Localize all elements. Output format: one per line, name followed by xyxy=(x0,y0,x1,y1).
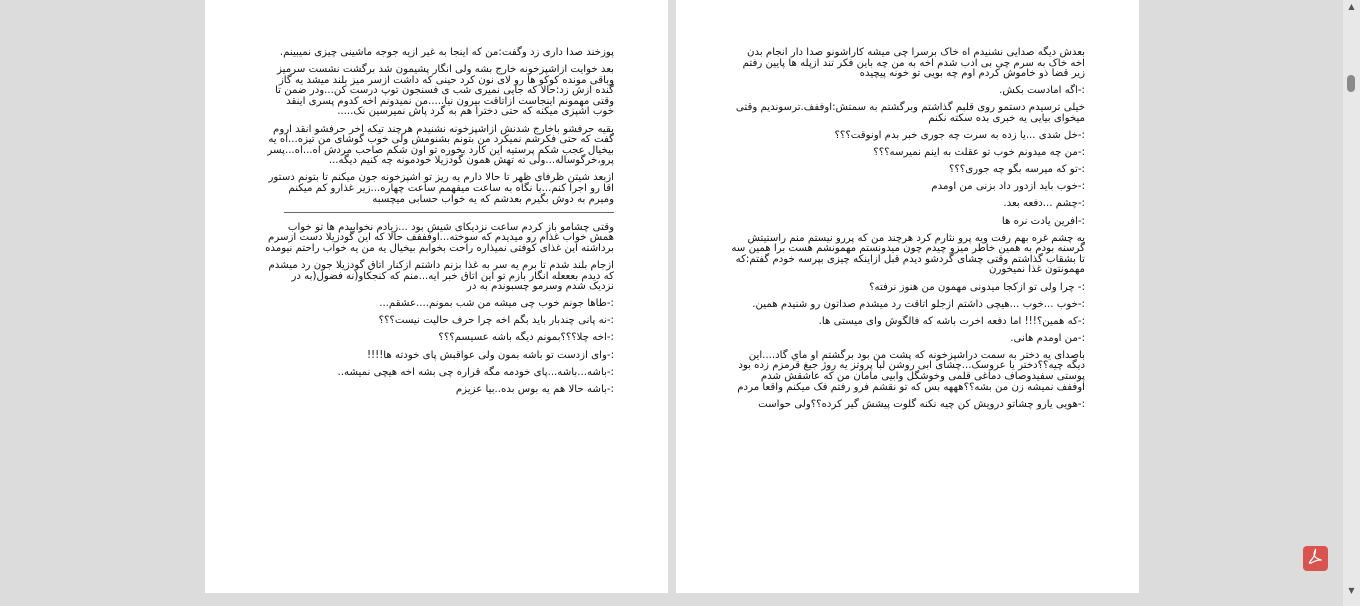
paragraph: :-طاها جونم خوب چی میشه من شب بمونم....عشقم... xyxy=(379,298,614,310)
paragraph: :-تو که میرسه بگو چه جوری؟؟؟ xyxy=(948,164,1085,176)
document-page-left xyxy=(205,0,668,593)
paragraph: :-هویی یارو چشاتو درویش کن چیه نکنه گلوت پیشش گیر کرده؟؟ولی حواست xyxy=(758,398,1085,410)
paragraph: :-خل شدی ...یا زده به سرت چه جوری خبر بدم اونوقت؟؟؟ xyxy=(834,130,1085,142)
paragraph: :-اگه امادست بکش. xyxy=(999,85,1085,97)
paragraph: :-باشه...باشه...پای خودمه مگه قراره چی بشه اخه هیچی نمیشه.. xyxy=(337,366,614,378)
paragraph: :-باشه حالا هم یه بوس بده..بیا عزیزم xyxy=(455,383,614,395)
paragraph: بعدش دیگه صدایی نشنیدم اه خاک برسرا چی میشه کاراشونو صدا دار انجام بدن اخه خاک به سرم چی بی ادب شدم اخه به من چه باین فکر تند ازپله ها پایین رفتم زیر قضا ذو خاموش کردم اوم چه بویی تو خونه پیچیده xyxy=(742,47,1085,80)
paragraph: ازبعد شیتن ظرفای ظهر تا حالا دارم یه ریز تو اشپزخونه جون میکنم تا بتونم دستور اقا رو اجرا کنم...با نگاه به ساعت میفهمم ساعت چهاره...زیر غذارو کم میکنم ومیرم به دوش بگیرم بعدشم که یه خواب حسابی میچسبه xyxy=(268,172,614,205)
page-text-left xyxy=(265,48,614,402)
paragraph: :-من چه میدونم خوب تو عقلت به اینم نمیرسه؟؟؟ xyxy=(873,147,1085,159)
scrollbar-thumb[interactable] xyxy=(1347,75,1355,92)
paragraph: :-نه پانی چندبار باید بگم اخه چرا حرف حالیت نیست؟؟؟ xyxy=(378,315,614,327)
section-separator xyxy=(284,212,614,213)
pdf-icon xyxy=(1307,548,1324,569)
paragraph: بقیه حرفشو باخارج شدنش ازاشپزخونه نشنیدم هرچند تیکه اخر حرفشو انقد اروم گفت که حتی فکرشم نمیکرد من بتونم بشنومش ولی خوب گوشای من تیزه...اه یه بیخیال عجب شکم پرستیه این کارد بخوره تو اون شکم صاحب مردش اه...اه...پسر پرو،خرگوساله...ولی ته تهش همون گودزیلا خودمونه چه کنیم دیگه... xyxy=(267,123,614,167)
paragraph: یه چشم غره بهم رفت ویه پرو نثارم کرد هرچند من که پررو نیستم منم راستیتش گرسنه بودم به همین خاطر میزو چیدم چون میدونستم مهمونشم هست برا همین سه تا بشقاب گذاشتم وقتی چشای گردشو دیدم قبل ازاینکه چیزی بپرسه خودم گفتم:که مهمونتون غذا نمیخورن xyxy=(731,232,1085,276)
paragraph: وقتی چشامو باز کردم ساعت نزدیکای شیش بود ...زیادم نخوابیدم ها تو خواب همش خواب غذام رو میدیدم که سوخته...اوفففف حالا که این گودزیلا دست ازسرم برداشته این غذای کوفتی نمیذاره راحت بخوابم بیخیال یه من یه خواب راحتم نیومده xyxy=(265,221,614,254)
paragraph: :-اخه چلا؟؟؟بمونم دیگه باشه عسیسم؟؟؟ xyxy=(438,332,614,344)
paragraph: :-افرین یادت نره ها xyxy=(1001,215,1085,227)
page-text-right xyxy=(731,48,1085,417)
paragraph: :-من اومدم هانی. xyxy=(1010,332,1085,344)
paragraph: :-وای ازدست تو باشه بمون ولی عواقبش پای خودته ها!!!! xyxy=(366,349,614,361)
paragraph: خیلی ترسیدم دستمو روی قلبم گذاشتم وبرگشتم به سمتش:اوففف.ترسوندیم وقتی میخوای بیایی یه خبری بده سکته نکنم xyxy=(735,102,1085,124)
paragraph: :- چرا ولی تو ازکجا میدونی مهمون من هنوز نرفته؟ xyxy=(869,281,1085,293)
paragraph: ازجام بلند شدم تا برم یه سر به غذا بزنم داشتم ازکنار اتاق گودزیلا جون رد میشدم که دیدم بعععله انگار بازم تو این اتاق خبر ایه...منم که کنجکاو(نه فضول(به در نزدیک شدم وسرمو چسبوندم به در xyxy=(268,260,614,293)
paragraph: بعد خوایت ازاشپزخونه خارج بشه ولی انگار پشیمون شد برگشت نشست سرمیز وباقی مونده کوکو ها رو لای نون کرد حینی که داشت ازسر میز بلند میشد یه گاز گنده ازش زد:حالا که جایی نمیری شب ی فسنجون توپ درست کن...ودر ضمن تا وقتی مهمونم اینجاست ازاتاقت بیرون نیا.....من نمیدونم اخه کدوم پسری اینقد خوب اشپزی میکنه که حتی دخترا هم به گرد پاش نمیرسین نک..... xyxy=(275,64,614,118)
document-page-right xyxy=(676,0,1139,593)
paragraph: :-خوب باید ازدور داد بزنی من اومدم xyxy=(931,181,1085,193)
paragraph: پوزخند صدا داری زد وگفت:من که اینجا به غیر ازیه جوجه ماشینی چیزی نمیبینم. xyxy=(279,47,614,58)
paragraph: باصدای یه دختر به سمت دراشپزخونه که پشت من بود برگشتم او ماي گاد....این دیگه چیه؟؟دختر یا عروسک...چشای ابی روشن لبا پروتز یه روژ جیغ قرمزم زده بود پوستی سفیدوصاف دماغی قلمی وخوشگل وابیی مامان من که عاشقش شدم اوففف نمیشه زن من بشه؟؟هههه بس که تو نقشم فرو رفتم فک میکنم واقعا مردم xyxy=(737,349,1085,393)
chevron-up-icon[interactable]: ▲ xyxy=(1348,2,1355,11)
chevron-down-icon[interactable]: ▼ xyxy=(1348,586,1355,595)
paragraph: :-چشم ...دفعه بعد. xyxy=(1003,198,1085,210)
vertical-scrollbar[interactable] xyxy=(1343,0,1360,606)
pdf-button[interactable] xyxy=(1303,546,1328,571)
paragraph: :-که همین؟!!! اما دفعه اخرت باشه که فالگوش وای میستی ها. xyxy=(818,315,1085,327)
paragraph: :-خوب ...خوب ...هیچی داشتم ازجلو اتاقت رد میشدم صداتون رو شنیدم همین. xyxy=(752,298,1085,310)
